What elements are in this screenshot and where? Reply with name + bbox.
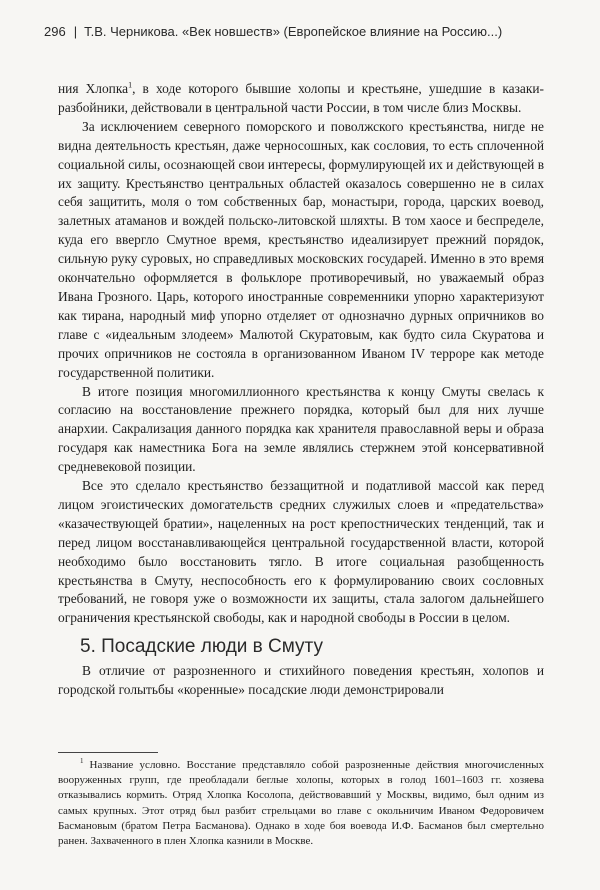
page-number: 296 (44, 24, 66, 39)
paragraph: В итоге позиция многомиллионного крестьянства к концу Смуты свелась к согласию на восстановление прежнего порядка, который был для них лучше анархии. Сакрализация данного порядка как хранителя православной веры и образа государя как наместника Бога на земле являлись стержнем этой консервативной средневековой позиции. (58, 383, 544, 475)
paragraph: Все это сделало крестьянство беззащитной и податливой массой как перед лицом эгоистических домогательств средних служилых слоев и «предательства» «казачествующей братии», нацеленных на рост крепостнических тенденций, так и перед лицом восстанавливающейся центральной государственной власти, которой необходимо было восстановить тягло. В итоге социальная разобщенность крестьянства в Смуту, неспособность его к формулированию своих сословных требований, не говоря уже о возможности их защиты, стала залогом дальнейшего ограничения крестьянской свободы, как и народной свободы в России в целом. (58, 478, 544, 626)
footnote-divider (58, 752, 158, 753)
paragraph: За исключением северного поморского и поволжского крестьянства, нигде не видна деятельность крестьян, даже черносошных, как сословия, то есть сплоченной социальной силы, осознающей свои интересы, формулирующей их и действующей в их защиту. Крестьянство центральных областей оказалось совершенно не в силах себя защитить, моля о том собственных бар, монастыри, города, царских воевод, залетных атаманов и вождей польско-литовской шляхты. В том хаосе и беспределе, куда его ввергло Смутное время, крестьянство идеализирует прежний порядок, сильную руку суровых, но справедливых московских государей. Именно в это время окончательно оформляется в фольклоре противоречивый, но уважаемый образ Ивана Грозного. Царь, которого иностранные современники упорно характеризуют как тирана, народный миф упорно отделяет от однозначно дурных опричников во главе с «идеальным злодеем» Малютой Скуратовым, как будто сила Скуратова и прочих опричников не состояла в организованном Иваном IV терроре как методе государственной политики. (58, 118, 545, 380)
footnote-text: Название условно. Восстание представляло собой разрозненные действия многочисленных вооруженных групп, где преобладали беглые холопы, которых в голод 1601–1603 гг. хозяева отказывались кормить. Отряд Хлопка Косолопа, действовавший у Москвы, видимо, был одним из самых крупных. Этот отряд был разбит стрельцами во главе с окольничим Иваном Федоровичем Басмановым (братом Петра Басманова). Однако в ходе боя воевода И.Ф. Басманов был смертельно ранен. Захваченного в плен Хлопка казнили в Москве. (58, 759, 544, 848)
paragraph: В отличие от разрозненного и стихийного поведения крестьян, холопов и городской голытьбы «коренные» посадские люди демонстрировали (58, 663, 544, 698)
section-heading: 5. Посадские люди в Смуту (80, 636, 323, 658)
header-separator: | (73, 24, 78, 39)
main-text (58, 80, 544, 700)
paragraph-continued (58, 80, 544, 118)
running-title: Т.В. Черникова. «Век новшеств» (Европейское влияние на Россию...) (84, 24, 503, 39)
running-header (44, 24, 564, 39)
para-text: , в ходе которого бывшие холопы и крестьяне, ушедшие в казаки-разбойники, действовали в центральной части России, в том числе близ Москвы. (58, 81, 544, 115)
para-text: ния Хлопка (58, 81, 129, 96)
footnote-ref: 1 (128, 80, 133, 90)
footnote-marker: 1 (80, 757, 84, 766)
footnote-paragraph (58, 758, 544, 849)
footnote (58, 758, 544, 849)
